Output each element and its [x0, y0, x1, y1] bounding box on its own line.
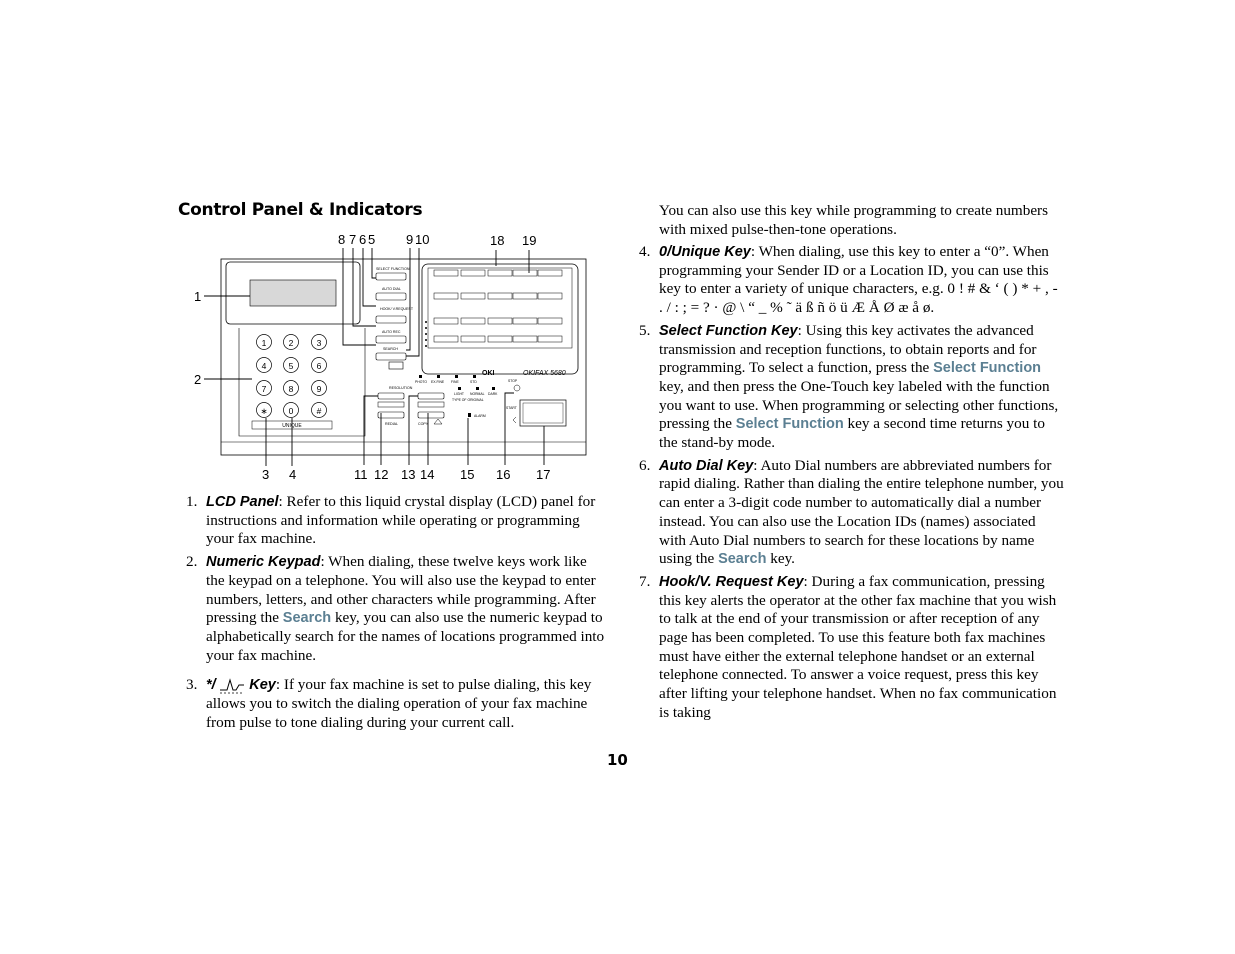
auto-dial-label: AUTO DIAL — [382, 287, 401, 291]
callout-11: 11 — [354, 467, 368, 482]
svg-text:1: 1 — [261, 338, 267, 348]
callout-13: 13 — [401, 467, 416, 482]
keypad-key-0 — [284, 403, 299, 418]
light-label: LIGHT — [454, 392, 464, 396]
type-of-original-label: TYPE OF ORIGINAL — [452, 398, 484, 402]
start-label: START — [506, 406, 517, 410]
list-item-numeric-keypad: 2. Numeric Keypad: When dialing, these twelve keys work like the keypad on a telephone. You will also use the keypad to enter numbers, letters, and other characters while programming. After pressing the Search key, you can also use the numeric keypad to alphabetically search for the names of locations programmed into your fax machine. — [186, 553, 605, 664]
callout-2: 2 — [194, 372, 202, 387]
callout-9: 9 — [406, 232, 414, 247]
callout-1: 1 — [194, 289, 202, 304]
auto-rec-label: AUTO REC — [382, 330, 401, 334]
search-label: SEARCH — [383, 347, 398, 351]
keypad-key-4 — [257, 358, 272, 373]
svg-text:9: 9 — [316, 384, 322, 394]
keypad-key-6 — [312, 358, 327, 373]
dark-label: DARK — [488, 392, 498, 396]
list-item-lcd-panel: 1. LCD Panel: Refer to this liquid crystal display (LCD) panel for instructions and information while operating or programming your fax machine. — [186, 493, 596, 548]
list-item-select-function-key: 5. Select Function Key: Using this key activates the advanced transmission and reception functions, to obtain reports and for programming. To select a function, press the Select Function key, and then press the One-Touch key labeled with the function you want to use. When programming or selecting other functions, pressing the Select Function key a second time returns you to the stand-by mode. — [639, 321, 1059, 452]
photo-label: PHOTO — [415, 380, 427, 384]
lcd-panel — [250, 280, 336, 306]
search-key-name: Search — [718, 551, 767, 568]
oki-logo: OKI — [482, 370, 495, 377]
page-number: 10 — [607, 751, 628, 769]
keypad-key-1 — [257, 335, 272, 350]
search-key-name: Search — [282, 610, 332, 627]
callout-3: 3 — [262, 467, 270, 482]
redial-label: REDIAL — [385, 422, 398, 426]
keypad-key-2 — [284, 335, 299, 350]
callout-14: 14 — [420, 467, 435, 482]
select-function-key-name: Select Function — [735, 416, 844, 433]
svg-text:4: 4 — [261, 361, 267, 371]
callout-4: 4 — [289, 467, 297, 482]
svg-text:3: 3 — [316, 338, 322, 348]
svg-text:2: 2 — [288, 338, 294, 348]
callout-6: 6 — [359, 232, 367, 247]
callout-8: 8 — [338, 232, 346, 247]
right-list — [639, 243, 1064, 727]
callout-17: 17 — [536, 467, 551, 482]
callout-15: 15 — [460, 467, 475, 482]
list-item-hook-key: 7. Hook/V. Request Key: During a fax communication, pressing this key alerts the operator at the other fax machine that you wish to talk at the end of your transmission or after reception of any page has been completed. To use this feature both fax machines must have either the external telephone handset or an external telephone connected. To answer a voice request, press this key after lifting your telephone handset. When no fax communication is taking — [639, 572, 1057, 721]
keypad-key-8 — [284, 381, 299, 396]
svg-text:6: 6 — [316, 361, 322, 371]
list-item-unique-key: 4. 0/Unique Key: When dialing, use this key to enter a “0”. When programming your Sender ID or a Location ID, you can use this key to enter a variety of unique characters, e.g. 0 ! # & ‘ ( ) * + , - . / : ; = ? · @ \ “ _ % ˜ ä ß ñ ö ü Æ Å Ø æ å ø. — [639, 243, 1058, 317]
alarm-label: ALARM — [474, 414, 486, 418]
normal-label: NORMAL — [470, 392, 485, 396]
keypad-key-9 — [312, 381, 327, 396]
select-function-label: SELECT FUNCTION — [376, 267, 410, 271]
svg-text:0: 0 — [288, 406, 294, 416]
keypad-key-7 — [257, 381, 272, 396]
callout-18: 18 — [490, 233, 505, 248]
keypad-key-3 — [312, 335, 327, 350]
control-panel-diagram — [190, 228, 600, 488]
callout-5: 5 — [368, 232, 376, 247]
hook-label: HOOK/ V.REQUEST — [380, 307, 414, 311]
extra-fine-label: EX.FINE — [431, 380, 445, 384]
callout-16: 16 — [496, 467, 511, 482]
svg-text:8: 8 — [288, 384, 294, 394]
callout-19: 19 — [522, 233, 537, 248]
callout-7: 7 — [349, 232, 357, 247]
continued-paragraph: You can also use this key while programming to create numbers with mixed pulse-then-tone operations. — [659, 202, 1049, 238]
keypad-key-hash — [312, 403, 327, 418]
page-title: Control Panel & Indicators — [178, 200, 423, 220]
keypad-key-5 — [284, 358, 299, 373]
fine-label: FINE — [451, 380, 459, 384]
std-label: STD — [470, 380, 477, 384]
stop-label: STOP — [508, 379, 518, 383]
callout-12: 12 — [374, 467, 389, 482]
select-function-key-name: Select Function — [933, 360, 1042, 377]
copy-label: COPY — [418, 422, 429, 426]
unique-label: UNIQUE — [282, 423, 302, 429]
svg-text:5: 5 — [288, 361, 294, 371]
list-item-pulse-tone-key: 3. */ Key: If your fax machine is set to pulse dialing, this key allows you to switch the dialing operation of your fax machine from pulse to tone dialing during your current call. — [186, 676, 592, 731]
callout-10: 10 — [415, 232, 430, 247]
model-name: OKIFAX 5680 — [523, 370, 566, 377]
svg-text:∗: ∗ — [260, 406, 268, 416]
left-list — [186, 493, 606, 736]
svg-text:#: # — [316, 406, 322, 416]
keypad-key-star — [257, 403, 272, 418]
svg-text:7: 7 — [261, 384, 267, 394]
list-item-auto-dial-key: 6. Auto Dial Key: Auto Dial numbers are abbreviated numbers for rapid dialing. Rather than dialing the entire telephone number, you can enter a 3-digit code number to automatically dial a number instead. You can also use the Location IDs (names) associated with Auto Dial numbers to search for these locations by name using the Search key. — [639, 456, 1064, 568]
pulse-tone-icon — [219, 678, 245, 694]
resolution-label: RESOLUTION — [389, 386, 413, 390]
